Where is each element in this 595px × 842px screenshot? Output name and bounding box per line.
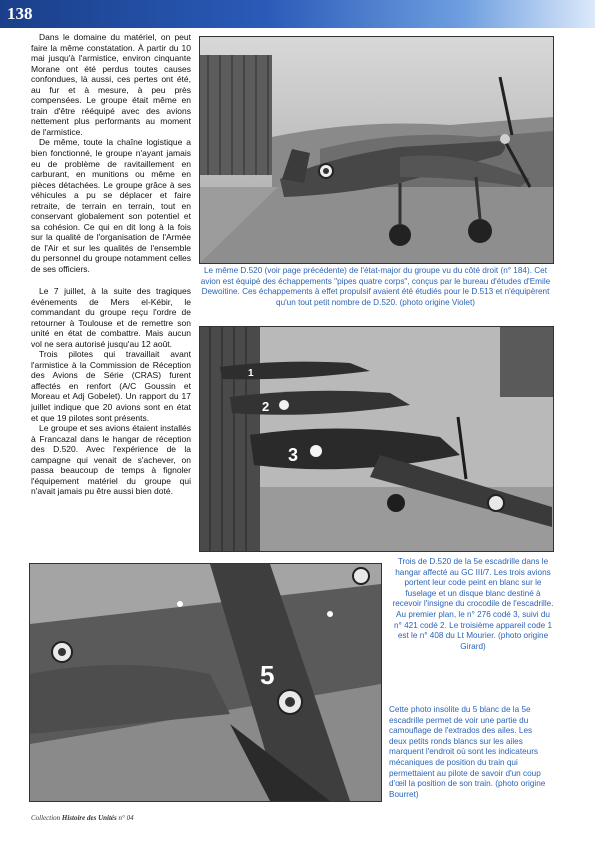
header-bar [0,0,595,28]
photo-d520-airfield [199,36,554,264]
caption-photo-2: Trois de D.520 de la 5e escadrille dans le hangar affecté au GC III/7. Les trois avions portent leur code peint en blanc sur le fuselage et un disque blanc destiné à recevoir l'insigne du crocodile de l'escadrille. Au premier plan, le n° 276 codé 3, suivi du n° 421 codé 2. Le troisième appareil code 1 est le n° 408 du Lt Mourier. (photo origine Girard) [392,557,554,651]
body-text-column-bottom [31,286,191,497]
svg-text:3: 3 [288,445,299,465]
paragraph-1: Dans le domaine du matériel, on peut faire la même constatation. À partir du 10 mai jusqu'à l'armistice, environ cinquante Morane ont été perdus toutes causes confondues, là aussi, ces pertes ont été, au fur et à mesure, à peu près compensées. Le groupe était même en train d'être rééquipé avec des avions nettement plus performants au moment de l'armistice. [31,32,191,137]
photo-three-d520-hangar-image [200,327,553,551]
caption-photo-3: Cette photo insolite du 5 blanc de la 5e escadrille permet de voir une partie du camouflage de l'extrados des ailes. Les deux petits ronds blancs sur les ailes marquent l'endroit où sont les indicateurs mécaniques de position du train qui permettaient au pilote de savoir d'un coup d'œil la position de son train. (photo origine Bourret) [389,705,546,799]
footer-issue: n° 04 [118,814,134,822]
caption-photo-1: Le même D.520 (voir page précédente) de l'état-major du groupe vu du côté droit (n° 184). Cet avion est équipé des échappements "pipes quatre corps", conçus par le bureau d'études d'Emile Dewoitine. Ces échappements à effet propulsif avaient été étudiés pour le D.513 et n'équipèrent qu'un tout petit nombre de D.520. (photo origine Violet) [200,266,551,307]
body-text-column-top [31,32,191,275]
page-footer [31,814,134,822]
photo-d520-airfield-image [200,37,553,263]
footer-series: Histoire des Unités [61,814,117,822]
paragraph-2: De même, toute la chaîne logistique a bien fonctionné, le groupe n'ayant jamais eu de problème de ravitaillement en carburant, en munitions ou même en pièces détachées. Le groupe grâce à ses véhicules a pu se déplacer et faire retraite, de terrain en terrain, tout en conservant globalement son potentiel et sa cohésion. Ce qui en dit long à la fois sur la qualité de l'organisation de l'Armée de l'Air et sur les qualités de l'ensemble du personnel du groupe notamment celles de ses officiers. [31,137,191,275]
photo-wing-code-5-image [30,564,381,801]
aircraft-code-5: 5 [260,660,275,690]
svg-text:1: 1 [248,368,254,379]
paragraph-3: Le 7 juillet, à la suite des tragiques événements de Mers el-Kébir, le commandant du groupe reçu l'ordre de retourner à Toulouse et de remettre son unité en état de combattre. Mais aucun vol ne sera autorisé jusqu'au 12 août. [31,286,191,349]
photo-wing-code-5 [29,563,382,802]
paragraph-4: Trois pilotes qui travaillait avant l'armistice à la Commission de Réception des Avions de Série (CRAS) furent affectés en renfort (A/C Goussin et Moreau et Adj Gobelet). Un rapport du 17 juillet indique que 20 avions sont en état et que 19 pilotes sont présents. [31,349,191,423]
photo-three-d520-hangar [199,326,554,552]
paragraph-5: Le groupe et ses avions étaient installés à Francazal dans le hangar de réception des D.520. Avec l'expérience de la campagne qui venait de s'achever, on passa beaucoup de temps à fignoler l'équipement matériel du groupe qui n'avait jamais pu être aussi bien doté. [31,423,191,497]
footer-prefix: Collection [31,814,61,822]
page-number: 138 [7,4,33,23]
svg-text:2: 2 [262,399,270,414]
